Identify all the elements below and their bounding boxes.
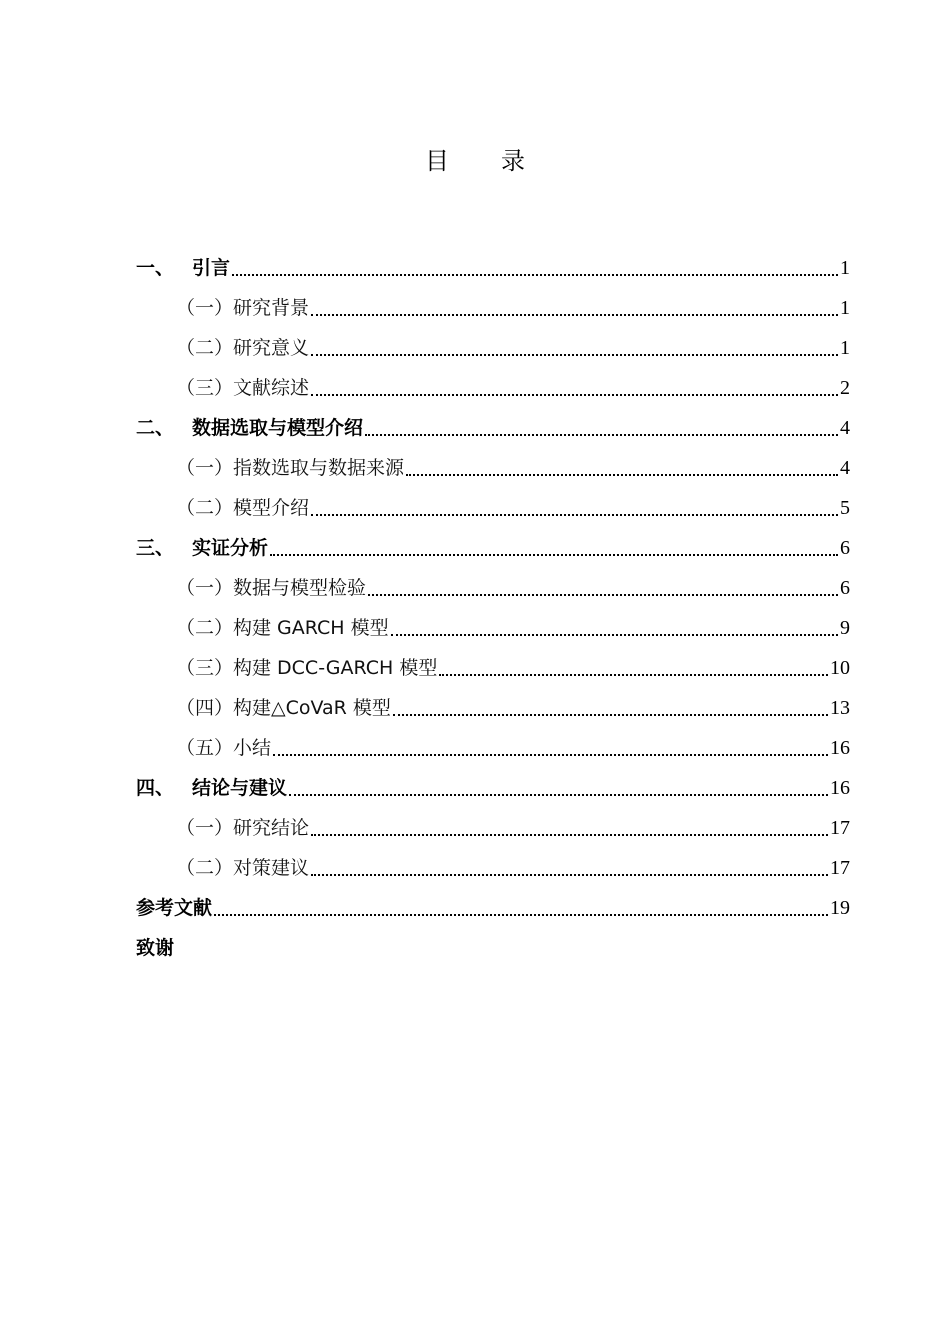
toc-entry-page: 17 <box>830 817 850 839</box>
dot-leader <box>311 288 838 328</box>
toc-entry[interactable] <box>136 688 850 728</box>
toc-entry-page: 10 <box>830 657 850 679</box>
dot-leader <box>311 328 838 368</box>
toc-entry-page: 2 <box>840 377 850 399</box>
toc-entry[interactable] <box>136 848 850 888</box>
toc-entry-number: 三、 <box>136 537 175 559</box>
dot-leader <box>365 408 838 448</box>
toc-entry[interactable] <box>136 408 850 448</box>
toc-entry-page: 9 <box>840 617 850 639</box>
page-title-char-1: 目 <box>425 147 449 175</box>
toc-entry-page: 16 <box>830 777 850 799</box>
dot-leader <box>311 808 828 848</box>
toc-entry[interactable] <box>136 648 850 688</box>
toc-entry-number: 一、 <box>136 257 175 279</box>
dot-leader <box>311 368 838 408</box>
toc-entry-title: （一）数据与模型检验 <box>176 577 367 599</box>
toc-entry-title: （三）构建 DCC-GARCH 模型 <box>176 657 438 679</box>
toc-entry[interactable] <box>136 328 850 368</box>
toc-entry-title: （五）小结 <box>176 737 272 759</box>
toc-entry-title: 参考文献 <box>136 897 213 919</box>
dot-leader <box>311 848 828 888</box>
dot-leader <box>270 528 838 568</box>
toc-entry-page: 6 <box>840 577 850 599</box>
toc-entry[interactable] <box>136 368 850 408</box>
toc-entry[interactable] <box>136 928 850 968</box>
toc-entry[interactable] <box>136 888 850 928</box>
toc-entry[interactable] <box>136 568 850 608</box>
page-title-char-2: 录 <box>501 147 525 175</box>
toc-entry[interactable] <box>136 448 850 488</box>
toc-entry-title: 引言 <box>192 257 231 279</box>
toc-entry-page: 13 <box>830 697 850 719</box>
toc-entry-title: （二）构建 GARCH 模型 <box>176 617 389 639</box>
dot-leader <box>311 488 838 528</box>
toc-entry-title: 实证分析 <box>192 537 269 559</box>
toc-entry-title: （二）模型介绍 <box>176 497 310 519</box>
toc-entry-page: 1 <box>840 257 850 279</box>
toc-entry[interactable] <box>136 608 850 648</box>
toc-entry-title: （一）研究背景 <box>176 297 310 319</box>
dot-leader <box>232 248 838 288</box>
toc-entry-title: （三）文献综述 <box>176 377 310 399</box>
toc-entry-title: 数据选取与模型介绍 <box>192 417 364 439</box>
dot-leader <box>214 888 828 928</box>
toc-entry[interactable] <box>136 488 850 528</box>
toc-entry-page: 17 <box>830 857 850 879</box>
toc-entry-page: 1 <box>840 337 850 359</box>
toc-entry[interactable] <box>136 248 850 288</box>
toc-entry[interactable] <box>136 808 850 848</box>
toc-entry[interactable] <box>136 768 850 808</box>
toc-entry-title: 致谢 <box>136 937 175 959</box>
dot-leader <box>273 728 828 768</box>
toc-entry[interactable] <box>136 288 850 328</box>
toc-entry-page: 4 <box>840 417 850 439</box>
toc-entry[interactable] <box>136 728 850 768</box>
toc-entry-page: 6 <box>840 537 850 559</box>
dot-leader <box>439 648 828 688</box>
toc-entry-number: 二、 <box>136 417 175 439</box>
dot-leader <box>391 608 838 648</box>
toc-entry-title: （一）研究结论 <box>176 817 310 839</box>
toc-entry-number: 四、 <box>136 777 175 799</box>
dot-leader <box>406 448 838 488</box>
dot-leader <box>368 568 838 608</box>
toc-entry-title: （二）对策建议 <box>176 857 310 879</box>
toc-entry-title: 结论与建议 <box>192 777 288 799</box>
toc-entry-title: （二）研究意义 <box>176 337 310 359</box>
dot-leader <box>289 768 828 808</box>
toc-entry-page: 19 <box>830 897 850 919</box>
toc-entry-page: 1 <box>840 297 850 319</box>
toc-entry-page: 5 <box>840 497 850 519</box>
dot-leader <box>393 688 828 728</box>
toc-entry-page: 16 <box>830 737 850 759</box>
toc-entry-title: （一）指数选取与数据来源 <box>176 457 405 479</box>
toc-entry-title: （四）构建△CoVaR 模型 <box>176 697 391 719</box>
page-title <box>0 144 950 178</box>
toc-entry[interactable] <box>136 528 850 568</box>
table-of-contents <box>136 248 850 968</box>
toc-entry-page: 4 <box>840 457 850 479</box>
